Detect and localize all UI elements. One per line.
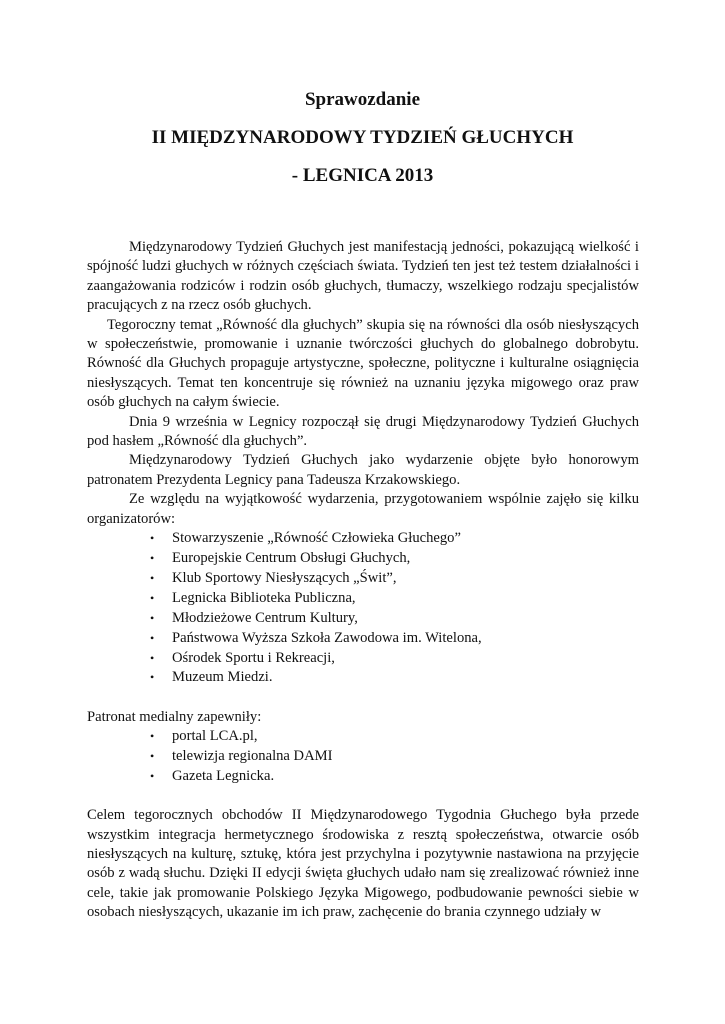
paragraph-theme: Tegoroczny temat „Równość dla głuchych” skupia się na równości dla osób niesłyszących w społeczeństwie, promowanie i uznanie twórczości głuchych do globalnego dobrobytu. Równość dla Głuchych propaguje artystyczne, społeczne, polityczne i kulturalne osiągnięcia niesłyszących. Temat ten koncentruje się również na uznaniu języka migowego oraz praw osób głuchych na całym świecie.	[87, 316, 639, 411]
report-body	[87, 238, 639, 923]
paragraph-intro: Międzynarodowy Tydzień Głuchych jest manifestacją jedności, pokazującą wielkość i spójność ludzi głuchych w różnych częściach świata. Tydzień ten jest też testem działalności i zaangażowania rodziców i rodzin osób głuchych, tłumaczy, wszelkiego rodzaju specjalistów pracujących z na rzecz osób głuchych.	[87, 239, 639, 314]
spacer	[87, 787, 639, 806]
list-item: • Ośrodek Sportu i Rekreacji,	[150, 649, 639, 669]
bullet-icon: •	[150, 729, 155, 744]
organizers-list	[87, 529, 639, 688]
paragraph-goals: Celem tegorocznych obchodów II Międzynarodowego Tygodnia Głuchego była przede wszystkim integracja hermetycznego środowiska z resztą społeczeństwa, otwarcie osób niesłyszących na kulturę, sztukę, która jest przychylna i pozytywnie nastawiona na przyjęcie osób z wadą słuchu. Dzięki II edycji święta głuchych udało nam się zrealizować również inne cele, takie jak promowanie Polskiego Języka Migowego, podbudowanie pewności siebie w osobach niesłyszących, ukazanie im ich praw, zachęcenie do brania czynnego udziały w	[87, 807, 639, 921]
list-item: • Legnicka Biblioteka Publiczna,	[150, 589, 639, 609]
report-heading: Sprawozdanie	[304, 89, 421, 110]
bullet-icon: •	[150, 749, 155, 764]
list-item: • Klub Sportowy Niesłyszących „Świt”,	[150, 569, 639, 589]
list-item: • telewizja regionalna DAMI	[150, 747, 639, 767]
media-list	[87, 727, 639, 787]
bullet-icon: •	[150, 650, 155, 665]
bullet-icon: •	[150, 768, 155, 783]
paragraph-patronage: Międzynarodowy Tydzień Głuchych jako wydarzenie objęte było honorowym patronatem Prezydenta Legnicy pana Tadeusza Krzakowskiego.	[87, 452, 639, 488]
spacer	[87, 688, 639, 707]
event-subtitle: - LEGNICA 2013	[291, 165, 434, 186]
bullet-icon: •	[150, 570, 155, 585]
paragraph-organizers-intro: Ze względu na wyjątkowość wydarzenia, przygotowaniem wspólnie zajęło się kilku organizatorów:	[87, 491, 639, 527]
list-item: • Stowarzyszenie „Równość Człowieka Głuchego”	[150, 529, 639, 549]
event-title: II MIĘDZYNARODOWY TYDZIEŃ GŁUCHYCH	[151, 127, 574, 148]
bullet-icon: •	[150, 551, 155, 565]
list-item: • Muzeum Miedzi.	[150, 668, 639, 688]
bullet-icon: •	[150, 590, 155, 605]
list-item: • Gazeta Legnicka.	[150, 767, 639, 787]
bullet-icon: •	[150, 531, 155, 546]
bullet-icon: •	[150, 670, 155, 685]
list-item: • Europejskie Centrum Obsługi Głuchych,	[150, 549, 639, 569]
list-item: • Młodzieżowe Centrum Kultury,	[150, 609, 639, 629]
bullet-icon: •	[150, 630, 155, 645]
list-item: • Państwowa Wyższa Szkoła Zawodowa im. Witelona,	[150, 629, 639, 649]
paragraph-start-date: Dnia 9 września w Legnicy rozpoczął się drugi Międzynarodowy Tydzień Głuchych pod hasłem „Równość dla głuchych”.	[87, 413, 639, 450]
media-patronage-label: Patronat medialny zapewniły:	[87, 708, 262, 725]
list-item: • portal LCA.pl,	[150, 727, 639, 747]
bullet-icon: •	[150, 610, 155, 625]
